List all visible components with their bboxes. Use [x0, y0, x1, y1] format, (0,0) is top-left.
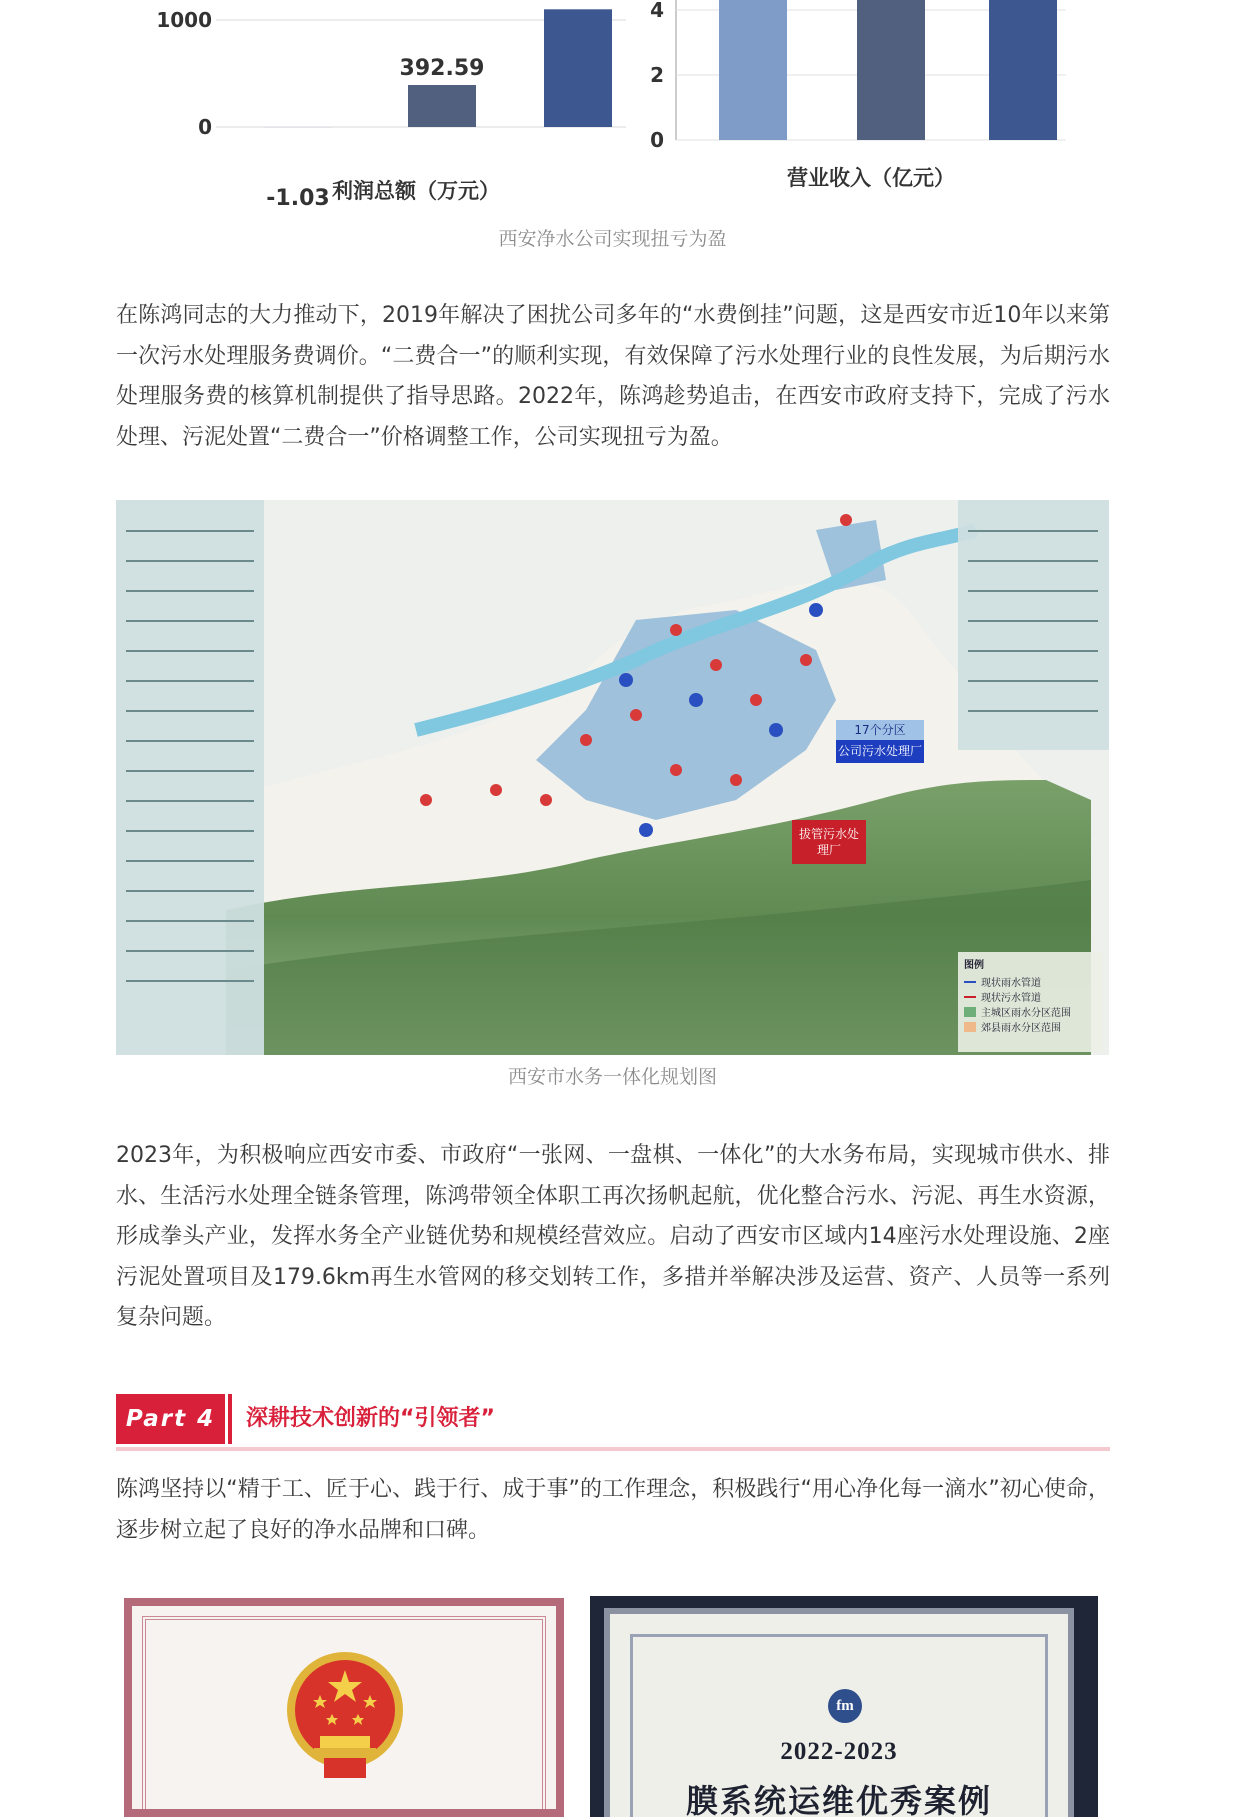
fm-logo-icon: fm	[828, 1689, 862, 1723]
map-callout-red: 拔管污水处理厂	[792, 820, 866, 864]
certificate-right	[590, 1596, 1098, 1817]
chart1-ytick: 1000	[156, 8, 212, 32]
callout-blue-count: 17个分区	[836, 720, 924, 740]
certificate-years: 2022-2023	[780, 1738, 898, 1765]
chart-caption: 西安净水公司实现扭亏为盈	[498, 228, 727, 250]
legend-item-label: 主城区雨水分区范围	[981, 1008, 1071, 1019]
section-tag: Part 4	[116, 1394, 225, 1444]
paragraph-2: 2023年，为积极响应西安市委、市政府“一张网、一盘棋、一体化”的大水务布局，实现城市供水、排水、生活污水处理全链条管理，陈鸿带领全体职工再次扬帆起航，优化整合污水、污泥、再生水资源，形成拳头产业，发挥水务全产业链优势和规模经营效应。启动了西安市区域内14座污水处理设施、2座污泥处置项目及179.6km再生水管网的移交划转工作，多措并举解决涉及运营、资产、人员等一系列复杂问题。	[116, 1143, 1110, 1330]
chart1-data-label: -1.03	[266, 186, 330, 211]
section-underline	[116, 1447, 1110, 1451]
legend-item	[964, 989, 1097, 1004]
chart2-ytick: 0	[650, 128, 664, 152]
chart2-ytick: 2	[650, 63, 664, 87]
legend-item-label: 现状雨水管道	[981, 978, 1041, 989]
planning-map	[116, 500, 1109, 1055]
map-caption: 西安市水务一体化规划图	[507, 1066, 717, 1088]
chart1-bar	[408, 85, 476, 127]
legend-item	[964, 974, 1097, 989]
chart2-bar	[857, 0, 925, 140]
callout-blue-label: 公司污水处理厂	[838, 744, 923, 758]
certificate-paper	[604, 1608, 1074, 1817]
orange-area-swatch	[964, 1022, 976, 1032]
section-title: 深耕技术创新的“引领者”	[246, 1406, 495, 1431]
section-header	[116, 1394, 1110, 1450]
chart1-data-label: 392.59	[399, 55, 485, 81]
blue-line-swatch	[964, 981, 976, 983]
chart1-ytick: 0	[198, 115, 212, 139]
chart1-bar	[544, 9, 612, 127]
legend-item	[964, 1004, 1097, 1019]
legend-title: 图例	[964, 960, 984, 971]
legend-item-label: 郊县雨水分区范围	[981, 1023, 1061, 1034]
map-legend	[958, 952, 1103, 1052]
bar-charts	[116, 0, 1110, 220]
chart2-bar	[989, 0, 1057, 140]
red-line-swatch	[964, 996, 976, 998]
legend-item-label: 现状污水管道	[981, 993, 1041, 1004]
national-emblem-icon	[280, 1640, 410, 1800]
paragraph-3: 陈鸿坚持以“精于工、匠于心、践于行、成于事”的工作理念，积极践行“用心净化每一滴水”初心使命，逐步树立起了良好的净水品牌和口碑。	[116, 1477, 1110, 1543]
legend-item	[964, 1019, 1097, 1034]
chart-area	[116, 0, 1110, 220]
chart2-title: 营业收入（亿元）	[787, 166, 955, 190]
paragraph-1: 在陈鸿同志的大力推动下，2019年解决了困扰公司多年的“水费倒挂”问题，这是西安市近10年以来第一次污水处理服务费调价。“二费合一”的顺利实现，有效保障了污水处理行业的良性发展，为后期污水处理服务费的核算机制提供了指导思路。2022年，陈鸿趁势追击，在西安市政府支持下，完成了污水处理、污泥处置“二费合一”价格调整工作，公司实现扭亏为盈。	[116, 303, 1110, 450]
green-area-swatch	[964, 1007, 976, 1017]
chart1-title: 利润总额（万元）	[332, 179, 500, 203]
certificate-left	[124, 1598, 564, 1817]
chart2-bar	[719, 0, 787, 140]
map-callout-blue	[836, 720, 924, 763]
section-divider	[228, 1394, 232, 1444]
chart2-ytick: 4	[650, 0, 664, 22]
certificate-title: 膜系统运维优秀案例	[685, 1782, 992, 1817]
